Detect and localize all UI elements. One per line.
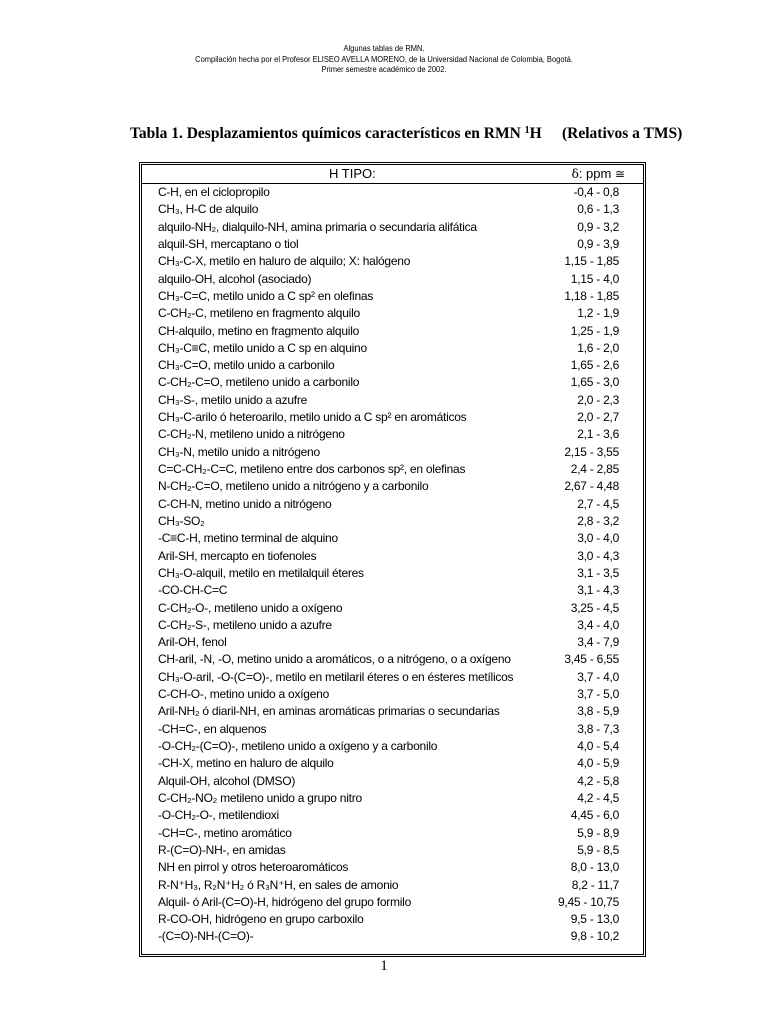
row-range: 1,6 - 2,0 bbox=[577, 340, 619, 355]
row-label: C-CH₂-NO₂ metileno unido a grupo nitro bbox=[158, 790, 362, 805]
row-range: 5,9 - 8,5 bbox=[577, 842, 619, 857]
row-range: 2,8 - 3,2 bbox=[577, 513, 619, 528]
row-range: -0,4 - 0,8 bbox=[573, 185, 619, 199]
row-range: 3,25 - 4,5 bbox=[570, 600, 619, 615]
row-range: 3,45 - 6,55 bbox=[564, 652, 619, 667]
row-range: 3,7 - 5,0 bbox=[577, 687, 619, 702]
table-row bbox=[158, 374, 619, 391]
table-row bbox=[158, 426, 619, 443]
row-label: C-CH₂-C=O, metileno unido a carbonilo bbox=[158, 375, 360, 390]
table-row bbox=[158, 530, 619, 547]
row-range: 2,7 - 4,5 bbox=[577, 496, 619, 511]
table-row bbox=[158, 461, 619, 478]
table-row bbox=[158, 738, 619, 755]
row-label: C=C-CH₂-C=C, metileno entre dos carbonos sp², en olefinas bbox=[158, 462, 466, 476]
row-label: -(C=O)-NH-(C=O)- bbox=[158, 929, 254, 944]
approx-symbol: ≅ bbox=[614, 167, 625, 181]
row-label: CH₃-C-X, metilo en haluro de alquilo; X: halógeno bbox=[158, 254, 411, 269]
row-label: C-CH₂-S-, metileno unido a azufre bbox=[158, 617, 332, 632]
table-row bbox=[158, 357, 619, 374]
table-row bbox=[158, 755, 619, 772]
row-range: 1,65 - 3,0 bbox=[570, 375, 619, 390]
row-label: -CH-X, metino en haluro de alquilo bbox=[158, 756, 334, 771]
row-label: CH₃, H-C de alquilo bbox=[158, 202, 259, 217]
row-range: 0,6 - 1,3 bbox=[577, 202, 619, 217]
row-range: 2,0 - 2,7 bbox=[577, 410, 619, 425]
column-header-type: H TIPO: bbox=[329, 166, 376, 181]
row-label: alquilo-OH, alcohol (asociado) bbox=[158, 271, 312, 286]
title-main: Tabla 1. Desplazamientos químicos característicos en RMN bbox=[130, 125, 525, 142]
row-range: 9,8 - 10,2 bbox=[570, 929, 619, 944]
row-label: R-CO-OH, hidrógeno en grupo carboxilo bbox=[158, 912, 364, 927]
row-label: N-CH₂-C=O, metileno unido a nitrógeno y a carbonilo bbox=[158, 479, 429, 494]
row-range: 1,25 - 1,9 bbox=[570, 323, 619, 338]
row-label: -CO-CH-C=C bbox=[158, 583, 228, 598]
table-row bbox=[158, 323, 619, 340]
table-row bbox=[158, 548, 619, 565]
row-range: 4,2 - 4,5 bbox=[577, 790, 619, 805]
row-range: 3,4 - 7,9 bbox=[577, 635, 619, 650]
row-range: 3,4 - 4,0 bbox=[577, 617, 619, 632]
row-label: CH₃-O-aril, -O-(C=O)-, metilo en metilaril éteres o en ésteres metílicos bbox=[158, 669, 514, 684]
title-nucleus: H bbox=[529, 125, 542, 142]
row-label: CH₃-S-, metilo unido a azufre bbox=[158, 392, 308, 407]
row-label: CH₃-N, metilo unido a nitrógeno bbox=[158, 444, 320, 459]
row-range: 3,1 - 4,3 bbox=[577, 583, 619, 598]
row-range: 0,9 - 3,9 bbox=[577, 236, 619, 251]
row-label: Aril-OH, fenol bbox=[158, 635, 227, 650]
row-range: 2,1 - 3,6 bbox=[577, 427, 619, 442]
row-label: Aril-SH, mercapto en tiofenoles bbox=[158, 548, 317, 563]
row-range: 3,7 - 4,0 bbox=[577, 669, 619, 684]
page-number: 1 bbox=[380, 958, 388, 974]
row-label: CH₃-O-alquil, metilo en metilalquil éteres bbox=[158, 565, 364, 580]
table-row bbox=[158, 444, 619, 461]
table-row bbox=[158, 686, 619, 703]
table-row bbox=[158, 669, 619, 686]
row-range: 4,0 - 5,4 bbox=[577, 739, 619, 753]
table-row bbox=[158, 894, 619, 911]
row-range: 3,0 - 4,0 bbox=[577, 531, 619, 546]
table-row bbox=[158, 877, 619, 894]
table-row bbox=[158, 288, 619, 305]
table-row bbox=[158, 271, 619, 288]
row-range: 2,0 - 2,3 bbox=[577, 392, 619, 407]
row-label: -O-CH₂-O-, metilendioxi bbox=[158, 808, 279, 823]
table-row bbox=[158, 807, 619, 824]
table-row bbox=[158, 513, 619, 530]
delta-symbol: δ bbox=[571, 167, 579, 181]
row-label: C-CH₂-N, metileno unido a nitrógeno bbox=[158, 427, 345, 442]
table-row bbox=[158, 184, 619, 201]
table-row bbox=[158, 253, 619, 270]
table-row bbox=[158, 478, 619, 495]
row-label: CH₃-C-arilo ó heteroarilo, metilo unido a C sp² en aromáticos bbox=[158, 410, 467, 425]
row-label: C-CH₂-O-, metileno unido a oxígeno bbox=[158, 600, 343, 615]
row-range: 8,2 - 11,7 bbox=[571, 877, 619, 892]
header-line-2: Compilación hecha por el Profesor ELISEO AVELLA MORENO, de la Universidad Nacional de Colombia, Bogotá. bbox=[195, 54, 573, 64]
row-label: CH₃-C≡C, metilo unido a C sp en alquino bbox=[158, 340, 367, 355]
row-range: 4,45 - 6,0 bbox=[570, 808, 619, 823]
row-range: 2,67 - 4,48 bbox=[564, 479, 619, 494]
document-header bbox=[23, 44, 745, 76]
table-row bbox=[158, 392, 619, 409]
row-label: CH-aril, -N, -O, metino unido a aromáticos, o a nitrógeno, o a oxígeno bbox=[158, 652, 511, 667]
row-label: CH₃-C=O, metilo unido a carbonilo bbox=[158, 358, 335, 373]
title-superscript: 1 bbox=[524, 125, 530, 136]
row-label: C-CH-N, metino unido a nitrógeno bbox=[158, 496, 332, 511]
row-range: 3,8 - 5,9 bbox=[577, 704, 619, 719]
table-row bbox=[158, 305, 619, 322]
table-row bbox=[158, 911, 619, 928]
row-label: CH₃-SO₂ bbox=[158, 513, 205, 528]
row-range: 1,15 - 1,85 bbox=[564, 254, 619, 269]
table-row bbox=[158, 582, 619, 599]
row-range: 1,2 - 1,9 bbox=[577, 306, 619, 321]
row-label: -CH=C-, metino aromático bbox=[158, 825, 292, 840]
table-row bbox=[158, 201, 619, 218]
row-label: alquil-SH, mercaptano o tiol bbox=[158, 236, 299, 251]
row-label: CH₃-C=C, metilo unido a C sp² en olefinas bbox=[158, 288, 374, 303]
row-range: 5,9 - 8,9 bbox=[577, 825, 619, 840]
row-label: Alquil-OH, alcohol (DMSO) bbox=[158, 773, 296, 788]
table-row bbox=[158, 600, 619, 617]
row-range: 0,9 - 3,2 bbox=[577, 219, 619, 234]
row-range: 3,8 - 7,3 bbox=[577, 721, 619, 736]
row-range: 1,15 - 4,0 bbox=[570, 271, 619, 286]
row-label: NH en pirrol y otros heteroaromáticos bbox=[158, 860, 349, 875]
row-label: R-N⁺H₃, R₂N⁺H₂ ó R₃N⁺H, en sales de amonio bbox=[158, 877, 399, 892]
table-row bbox=[158, 236, 619, 253]
row-label: C-CH-O-, metino unido a oxígeno bbox=[158, 687, 329, 702]
header-line-1: Algunas tablas de RMN. bbox=[343, 44, 425, 53]
column-header-ppm: δ: ppm ≅ bbox=[571, 166, 625, 181]
table-row bbox=[158, 773, 619, 790]
row-label: Aril-NH₂ ó diaril-NH, en aminas aromáticas primarias o secundarias bbox=[158, 704, 500, 719]
row-label: -C≡C-H, metino terminal de alquino bbox=[158, 531, 338, 546]
table-row bbox=[158, 496, 619, 513]
table-row bbox=[158, 409, 619, 426]
table-row bbox=[158, 565, 619, 582]
table-row bbox=[158, 790, 619, 807]
row-label: C-CH₂-C, metileno en fragmento alquilo bbox=[158, 306, 360, 321]
row-range: 4,0 - 5,9 bbox=[577, 756, 619, 771]
table-row bbox=[158, 340, 619, 357]
table-row bbox=[158, 928, 619, 945]
shift-table bbox=[141, 164, 644, 955]
row-range: 3,1 - 3,5 bbox=[577, 565, 619, 580]
row-range: 9,45 - 10,75 bbox=[557, 894, 619, 909]
header-line-3: Primer semestre académico de 2002. bbox=[321, 65, 447, 74]
row-range: 4,2 - 5,8 bbox=[577, 773, 619, 788]
table-header bbox=[142, 165, 643, 184]
table-row bbox=[158, 634, 619, 651]
row-range: 3,0 - 4,3 bbox=[577, 548, 619, 563]
row-range: 2,15 - 3,55 bbox=[564, 444, 619, 459]
table-row bbox=[158, 617, 619, 634]
table-row bbox=[158, 703, 619, 720]
row-range: 8,0 - 13,0 bbox=[570, 860, 619, 875]
title-relative: (Relativos a TMS) bbox=[562, 125, 683, 142]
table-row bbox=[158, 219, 619, 236]
row-label: R-(C=O)-NH-, en amidas bbox=[158, 842, 286, 857]
row-label: -CH=C-, en alquenos bbox=[158, 721, 267, 736]
row-label: C-H, en el ciclopropilo bbox=[158, 185, 270, 199]
row-label: alquilo-NH₂, dialquilo-NH, amina primaria o secundaria alifática bbox=[158, 219, 477, 234]
row-label: -O-CH₂-(C=O)-, metileno unido a oxígeno y a carbonilo bbox=[158, 739, 438, 753]
table-title bbox=[130, 125, 690, 143]
table-row bbox=[158, 842, 619, 859]
table-row bbox=[158, 651, 619, 668]
table-row bbox=[158, 825, 619, 842]
table-row bbox=[158, 721, 619, 738]
row-label: CH-alquilo, metino en fragmento alquilo bbox=[158, 323, 360, 338]
row-range: 1,65 - 2,6 bbox=[570, 358, 619, 373]
table-body bbox=[158, 184, 619, 946]
table-row bbox=[158, 859, 619, 876]
row-range: 1,18 - 1,85 bbox=[564, 288, 619, 303]
row-label: Alquil- ó Aril-(C=O)-H, hidrógeno del grupo formilo bbox=[158, 894, 412, 909]
row-range: 9,5 - 13,0 bbox=[570, 912, 619, 927]
row-range: 2,4 - 2,85 bbox=[570, 462, 619, 476]
